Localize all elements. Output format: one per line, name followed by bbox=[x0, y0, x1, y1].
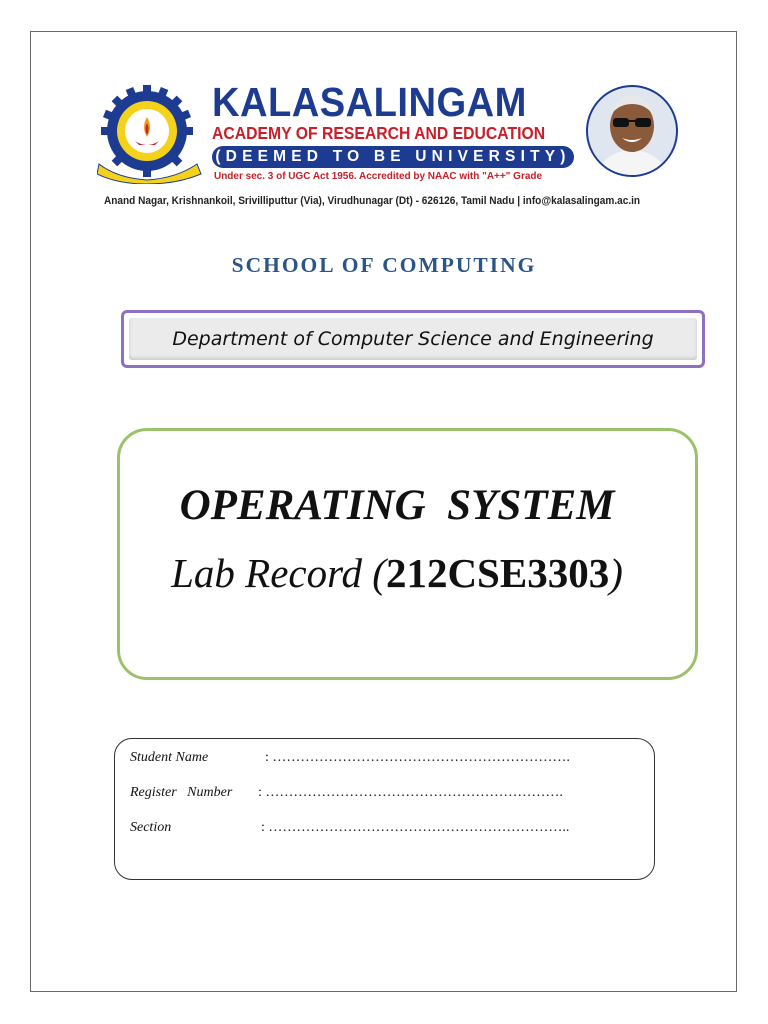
register-number-field[interactable]: : ………………………………………………………. bbox=[258, 785, 563, 800]
university-seal-icon bbox=[97, 84, 205, 184]
lab-record-title bbox=[0, 548, 768, 598]
school-title: SCHOOL OF COMPUTING bbox=[231, 253, 537, 277]
founder-portrait bbox=[586, 82, 678, 180]
section-label: Section bbox=[130, 820, 172, 835]
department-name: Department of Computer Science and Engineering bbox=[129, 318, 697, 360]
section-field[interactable]: : ……………………………………………………….. bbox=[261, 820, 570, 835]
course-code: 212CSE3303 bbox=[385, 550, 610, 596]
university-address: Anand Nagar, Krishnankoil, Srivilliputtur (Via), Virudhunagar (Dt) - 626126, Tamil Nadu | info@kalasalingam.ac.in bbox=[104, 195, 641, 207]
university-name: KALASALINGAM bbox=[212, 79, 527, 125]
student-name-label: Student Name bbox=[130, 750, 209, 765]
register-number-label: Register Number bbox=[130, 785, 233, 800]
course-title: OPERATING SYSTEM bbox=[179, 482, 615, 529]
student-name-field[interactable]: : ………………………………………………………. bbox=[265, 750, 570, 765]
deemed-university-banner: (DEEMED TO BE UNIVERSITY) bbox=[212, 146, 574, 168]
university-subtitle: ACADEMY OF RESEARCH AND EDUCATION bbox=[212, 123, 546, 143]
lab-record-suffix: ) bbox=[609, 550, 623, 596]
accreditation-text: Under sec. 3 of UGC Act 1956. Accredited by NAAC with "A++" Grade bbox=[214, 170, 543, 182]
lab-record-prefix: Lab Record ( bbox=[171, 550, 386, 596]
department-box bbox=[121, 310, 705, 368]
